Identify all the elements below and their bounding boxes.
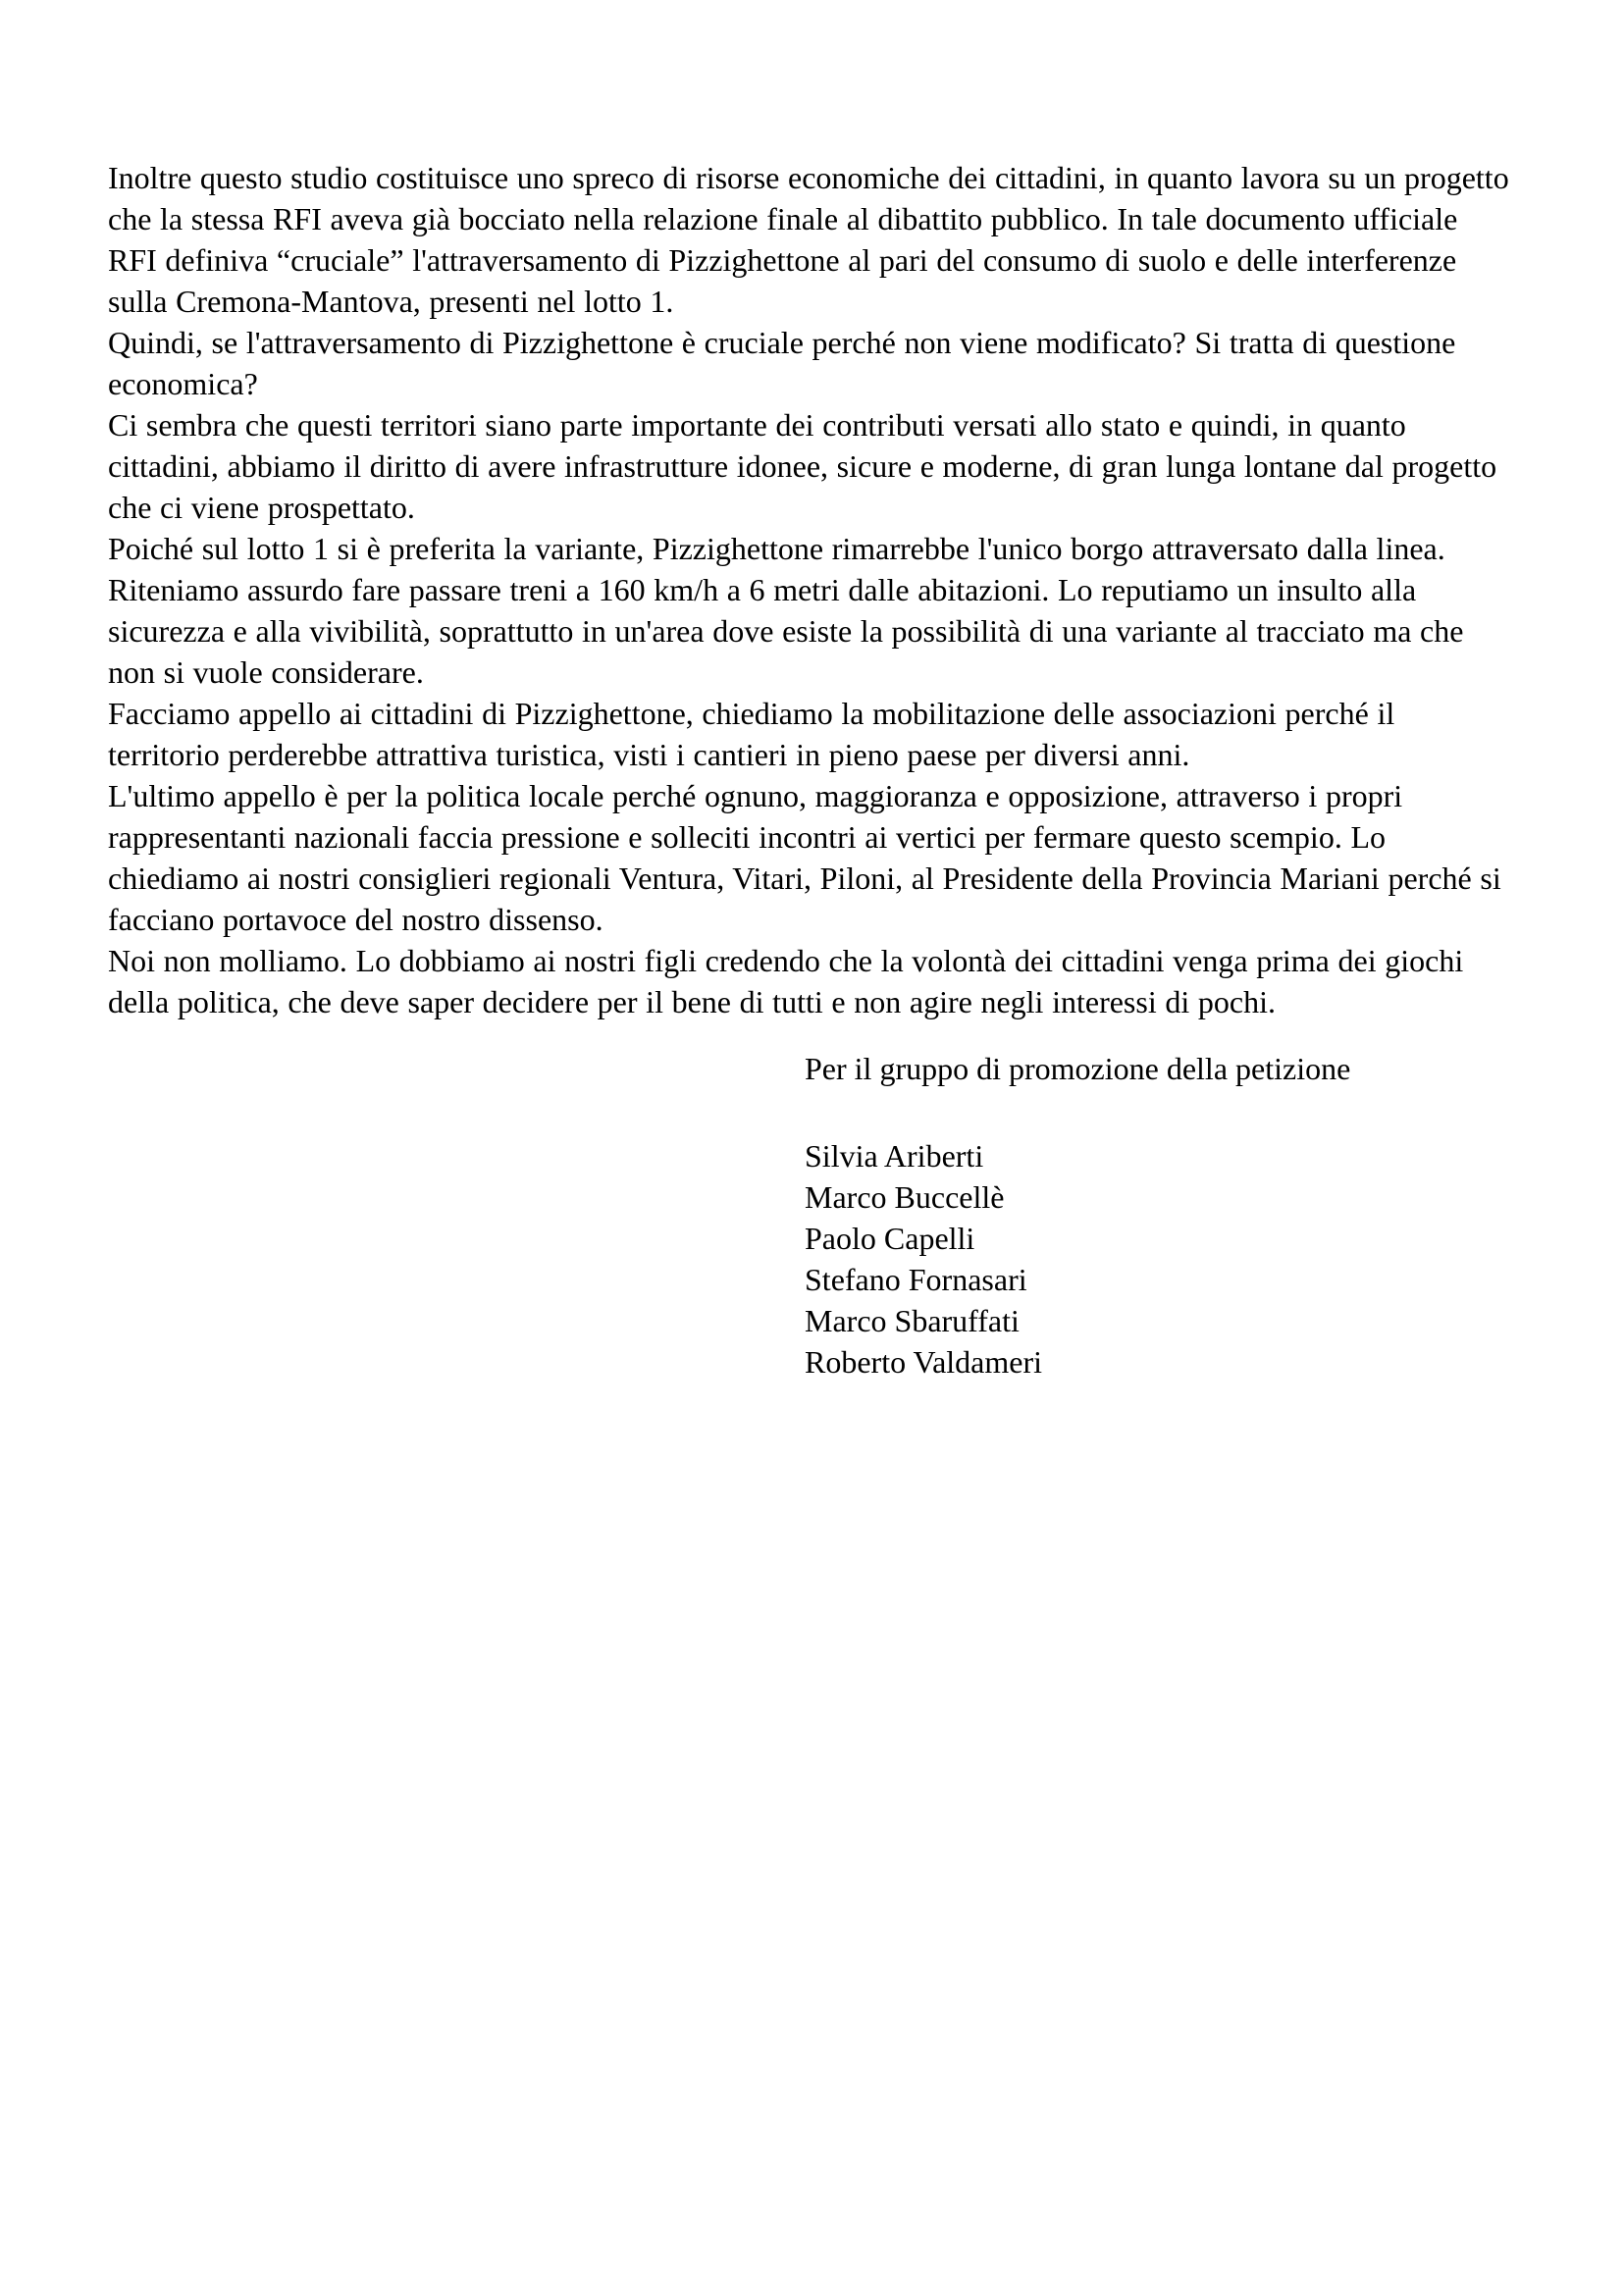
letter-body [108,157,1514,1022]
signatory-name: Paolo Capelli [805,1221,975,1256]
signature-names [805,1135,1514,1383]
signature-heading: Per il gruppo di promozione della petizione [805,1051,1351,1086]
signatory-name: Roberto Valdameri [805,1344,1043,1380]
paragraph: Riteniamo assurdo fare passare treni a 160 km/h a 6 metri dalle abitazioni. Lo reputiamo un insulto alla sicurezza e alla vivibilità, soprattutto in un'area dove esiste la possibilità di una variante al tracciato ma che non si vuole considerare. [108,572,1464,690]
paragraph: Ci sembra che questi territori siano parte importante dei contributi versati allo stato e quindi, in quanto cittadini, abbiamo il diritto di avere infrastrutture idonee, sicure e moderne, di gran lunga lontane dal progetto che ci viene prospettato. [108,407,1497,525]
signature-block [805,1048,1514,1383]
signatory-name: Marco Sbaruffati [805,1303,1020,1338]
paragraph: L'ultimo appello è per la politica locale perché ognuno, maggioranza e opposizione, attraverso i propri rappresentanti nazionali faccia pressione e solleciti incontri ai vertici per fermare questo scempio. Lo chiediamo ai nostri consiglieri regionali Ventura, Vitari, Piloni, al Presidente della Provincia Mariani perché si facciano portavoce del nostro dissenso. [108,778,1501,937]
signatory-name: Stefano Fornasari [805,1262,1027,1297]
paragraph: Noi non molliamo. Lo dobbiamo ai nostri figli credendo che la volontà dei cittadini venga prima dei giochi della politica, che deve saper decidere per il bene di tutti e non agire negli interessi di pochi. [108,943,1464,1019]
signatory-name: Silvia Ariberti [805,1138,984,1174]
paragraph: Poiché sul lotto 1 si è preferita la variante, Pizzighettone rimarrebbe l'unico borgo attraversato dalla linea. [108,531,1445,566]
paragraph: Inoltre questo studio costituisce uno spreco di risorse economiche dei cittadini, in quanto lavora su un progetto che la stessa RFI aveva già bocciato nella relazione finale al dibattito pubblico. In tale documento ufficiale RFI definiva “cruciale” l'attraversamento di Pizzighettone al pari del consumo di suolo e delle interferenze sulla Cremona-Mantova, presenti nel lotto 1. [108,160,1509,319]
paragraph: Quindi, se l'attraversamento di Pizzighettone è cruciale perché non viene modificato? Si tratta di questione economica? [108,325,1456,401]
paragraph: Facciamo appello ai cittadini di Pizzighettone, chiediamo la mobilitazione delle associazioni perché il territorio perderebbe attrattiva turistica, visti i cantieri in pieno paese per diversi anni. [108,696,1395,772]
signatory-name: Marco Buccellè [805,1179,1005,1215]
